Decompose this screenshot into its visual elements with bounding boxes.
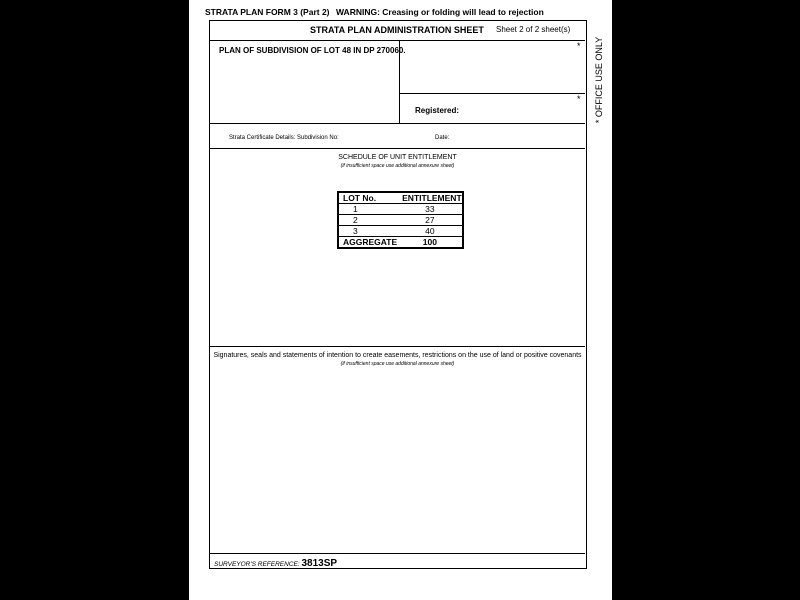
aggregate-label: AGGREGATE bbox=[338, 237, 398, 249]
entitlement-value: 33 bbox=[398, 204, 463, 215]
sheet-title: STRATA PLAN ADMINISTRATION SHEET bbox=[310, 25, 484, 35]
table-header-row bbox=[338, 192, 463, 204]
entitlement-value: 27 bbox=[398, 215, 463, 226]
surveyor-reference-value: 3813SP bbox=[301, 558, 338, 569]
surveyor-reference-label: SURVEYOR'S REFERENCE: bbox=[214, 561, 300, 568]
lot-number: 2 bbox=[338, 215, 398, 226]
entitlement-value: 40 bbox=[398, 226, 463, 237]
warning-text: WARNING: Creasing or folding will lead to rejection bbox=[336, 7, 544, 17]
surveyor-reference bbox=[214, 558, 337, 569]
office-use-marker: * bbox=[577, 94, 581, 104]
form-page bbox=[189, 0, 612, 600]
schedule-note: (if insufficient space use additional annexure sheet) bbox=[340, 163, 455, 169]
plan-description-cell bbox=[210, 40, 406, 123]
lot-number: 1 bbox=[338, 204, 398, 215]
office-use-box bbox=[399, 40, 585, 94]
date-label: Date: bbox=[435, 135, 450, 141]
schedule-title: SCHEDULE OF UNIT ENTITLEMENT bbox=[338, 154, 457, 161]
signatures-title: Signatures, seals and statements of intention to create easements, restrictions on the use of land or positive covenants bbox=[213, 352, 582, 359]
certificate-label: Strata Certificate Details: Subdivision No: bbox=[229, 135, 339, 141]
column-header-entitlement: ENTITLEMENT bbox=[402, 193, 462, 203]
administration-sheet bbox=[209, 20, 587, 569]
title-row bbox=[210, 21, 585, 41]
divider bbox=[210, 553, 585, 554]
office-use-marker: * bbox=[577, 41, 581, 51]
office-use-only-label: * OFFICE USE ONLY bbox=[594, 36, 604, 124]
registered-label: Registered: bbox=[415, 106, 460, 115]
aggregate-value: 100 bbox=[398, 237, 463, 249]
divider bbox=[210, 123, 585, 124]
sheet-number: Sheet 2 of 2 sheet(s) bbox=[496, 25, 571, 34]
form-name: STRATA PLAN FORM 3 (Part 2) bbox=[205, 7, 330, 17]
signatures-note: (if insufficient space use additional annexure sheet) bbox=[340, 361, 455, 367]
plan-description: PLAN OF SUBDIVISION OF LOT 48 IN DP 270060. bbox=[219, 46, 406, 55]
table-row bbox=[338, 204, 463, 215]
table-row bbox=[338, 226, 463, 237]
unit-entitlement-table bbox=[337, 191, 464, 249]
aggregate-row bbox=[338, 237, 463, 249]
table-row bbox=[338, 215, 463, 226]
divider bbox=[210, 148, 585, 149]
lot-number: 3 bbox=[338, 226, 398, 237]
divider bbox=[210, 346, 585, 347]
column-header-lot: LOT No. bbox=[343, 193, 377, 203]
